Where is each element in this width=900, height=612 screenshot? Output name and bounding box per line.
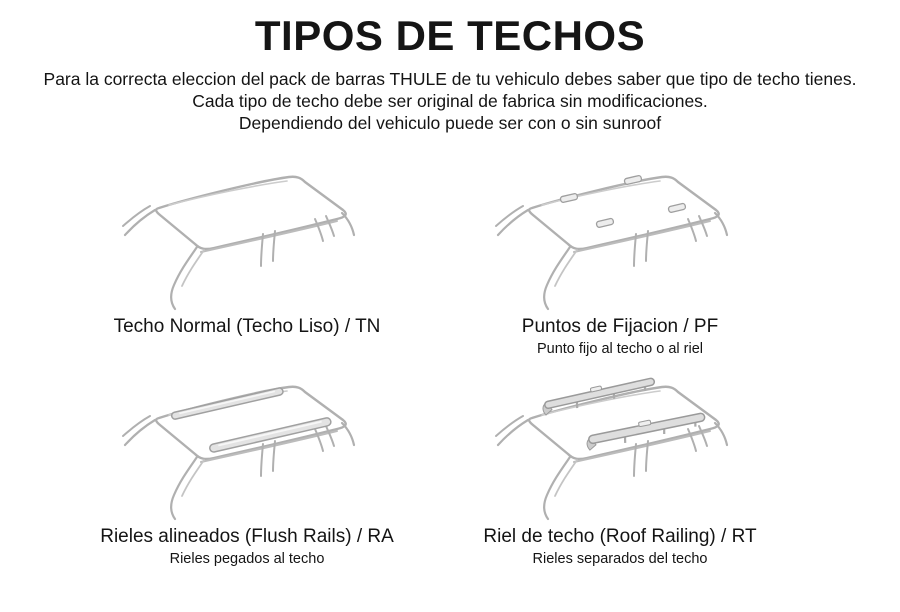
intro-line-2: Cada tipo de techo debe ser original de fabrica sin modificaciones. — [192, 91, 708, 111]
normal-roof-illustration — [87, 162, 407, 314]
ra-subcaption: Rieles pegados al techo — [169, 551, 325, 567]
rt-caption: Riel de techo (Roof Railing) / RT — [483, 526, 757, 547]
pf-subcaption: Punto fijo al techo o al riel — [536, 341, 704, 357]
roof-type-card-tn — [67, 162, 427, 338]
roof-type-card-ra — [67, 372, 427, 567]
tn-caption: Techo Normal (Techo Liso) / TN — [113, 316, 381, 337]
pf-caption: Puntos de Fijacion / PF — [521, 316, 719, 337]
roof-type-card-pf — [440, 162, 800, 357]
rt-subcaption: Rieles separados del techo — [532, 551, 708, 567]
roof-type-card-rt — [440, 372, 800, 567]
raised-rails-roof-illustration — [460, 372, 780, 524]
page-title: TIPOS DE TECHOS — [254, 12, 646, 59]
intro-line-3: Dependiendo del vehiculo puede ser con o sin sunroof — [238, 113, 662, 133]
fixpoint-roof-illustration — [460, 162, 780, 314]
ra-caption: Rieles alineados (Flush Rails) / RA — [100, 526, 394, 547]
flush-rails-roof-illustration — [87, 372, 407, 524]
intro-line-1: Para la correcta eleccion del pack de barras THULE de tu vehiculo debes saber que tipo de techo tienes. — [43, 69, 857, 89]
intro-text — [0, 68, 900, 134]
